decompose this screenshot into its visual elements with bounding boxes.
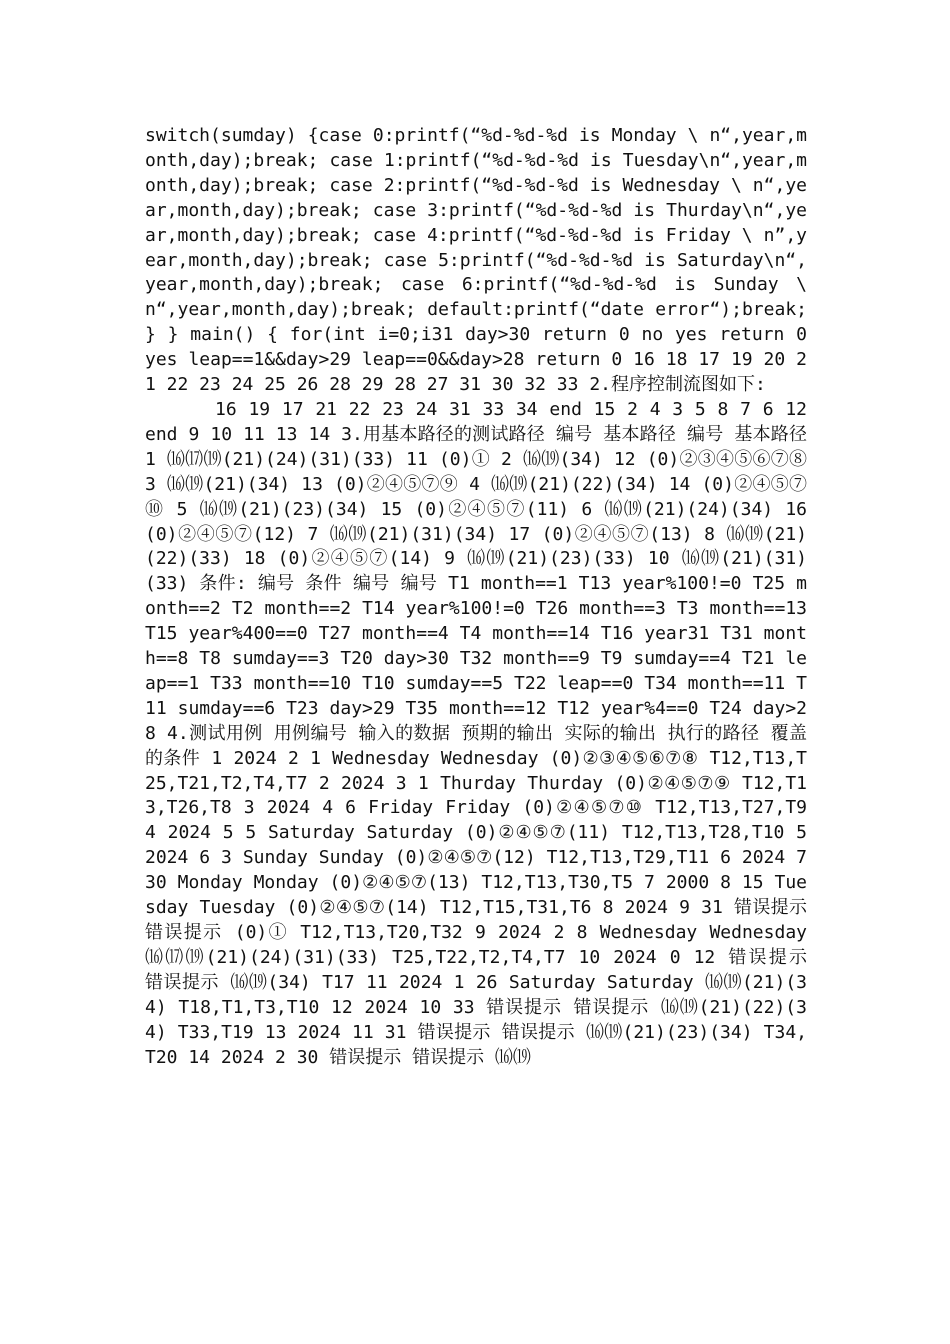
paragraph-code-and-flowgraph: switch(sumday) {case 0:printf(“%d-%d-%d is Monday \ n“,year,month,day);break; case 1:printf(“%d-%d-%d is Tuesday\n“,year,month,day);break; case 2:printf(“%d-%d-%d is Wednesday \ n“,year,month,day);break; case 3:printf(“%d-%d-%d is Thurday\n“,year,month,day);break; case 4:printf(“%d-%d-%d is Friday \ n”,year,month,day);break; case 5:printf(“%d-%d-%d is Saturday\n“,year,month,day);break; case 6:printf(“%d-%d-%d is Sunday \ n“,year,month,day);break; default:printf(“date error“);break; } } main() { for(int i=0;i31 day>30 return 0 no yes return 0 yes leap==1&&day>29 leap==0&&day>28 return 0 16 18 17 19 20 21 22 23 24 25 26 28 29 28 27 31 30 32 33 2.程序控制流图如下: bbox=[145, 125, 807, 396]
document-body bbox=[145, 124, 807, 1070]
paragraph-paths-conditions-testcases: 16 19 17 21 22 23 24 31 33 34 end 15 2 4 3 5 8 7 6 12 end 9 10 11 13 14 3.用基本路径的测试路径 编号 基本路径 编号 基本路径 1 ⒃⒄⒆(21)(24)(31)(33) 11 (0)① 2 ⒃⒆(34) 12 (0)②③④⑤⑥⑦⑧ 3 ⒃⒆(21)(34) 13 (0)②④⑤⑦⑨ 4 ⒃⒆(21)(22)(34) 14 (0)②④⑤⑦⑩ 5 ⒃⒆(21)(23)(34) 15 (0)②④⑤⑦(11) 6 ⒃⒆(21)(24)(34) 16 (0)②④⑤⑦(12) 7 ⒃⒆(21)(31)(34) 17 (0)②④⑤⑦(13) 8 ⒃⒆(21)(22)(33) 18 (0)②④⑤⑦(14) 9 ⒃⒆(21)(23)(33) 10 ⒃⒆(21)(31)(33) 条件: 编号 条件 编号 编号 T1 month==1 T13 year%100!=0 T25 month==2 T2 month==2 T14 year%100!=0 T26 month==3 T3 month==13 T15 year%400==0 T27 month==4 T4 month==14 T16 year31 T31 month==8 T8 sumday==3 T20 day>30 T32 month==9 T9 sumday==4 T21 leap==1 T33 month==10 T10 sumday==5 T22 leap==0 T34 month==11 T11 sumday==6 T23 day>29 T35 month==12 T12 year%4==0 T24 day>28 4.测试用例 用例编号 输入的数据 预期的输出 实际的输出 执行的路径 覆盖的条件 1 2024 2 1 Wednesday Wednesday (0)②③④⑤⑥⑦⑧ T12,T13,T25,T21,T2,T4,T7 2 2024 3 1 Thurday Thurday (0)②④⑤⑦⑨ T12,T13,T26,T8 3 2024 4 6 Friday Friday (0)②④⑤⑦⑩ T12,T13,T27,T9 4 2024 5 5 Saturday Saturday (0)②④⑤⑦(11) T12,T13,T28,T10 5 2024 6 3 Sunday Sunday (0)②④⑤⑦(12) T12,T13,T29,T11 6 2024 7 30 Monday Monday (0)②④⑤⑦(13) T12,T13,T30,T5 7 2000 8 15 Tuesday Tuesday (0)②④⑤⑦(14) T12,T15,T31,T6 8 2024 9 31 错误提示 错误提示 (0)① T12,T13,T20,T32 9 2024 2 8 Wednesday Wednesday ⒃⒄⒆(21)(24)(31)(33) T25,T22,T2,T4,T7 10 2024 0 12 错误提示 错误提示 ⒃⒆(34) T17 11 2024 1 26 Saturday Saturday ⒃⒆(21)(34) T18,T1,T3,T10 12 2024 10 33 错误提示 错误提示 ⒃⒆(21)(22)(34) T33,T19 13 2024 11 31 错误提示 错误提示 ⒃⒆(21)(23)(34) T34,T20 14 2024 2 30 错误提示 错误提示 ⒃⒆ bbox=[145, 398, 807, 1068]
